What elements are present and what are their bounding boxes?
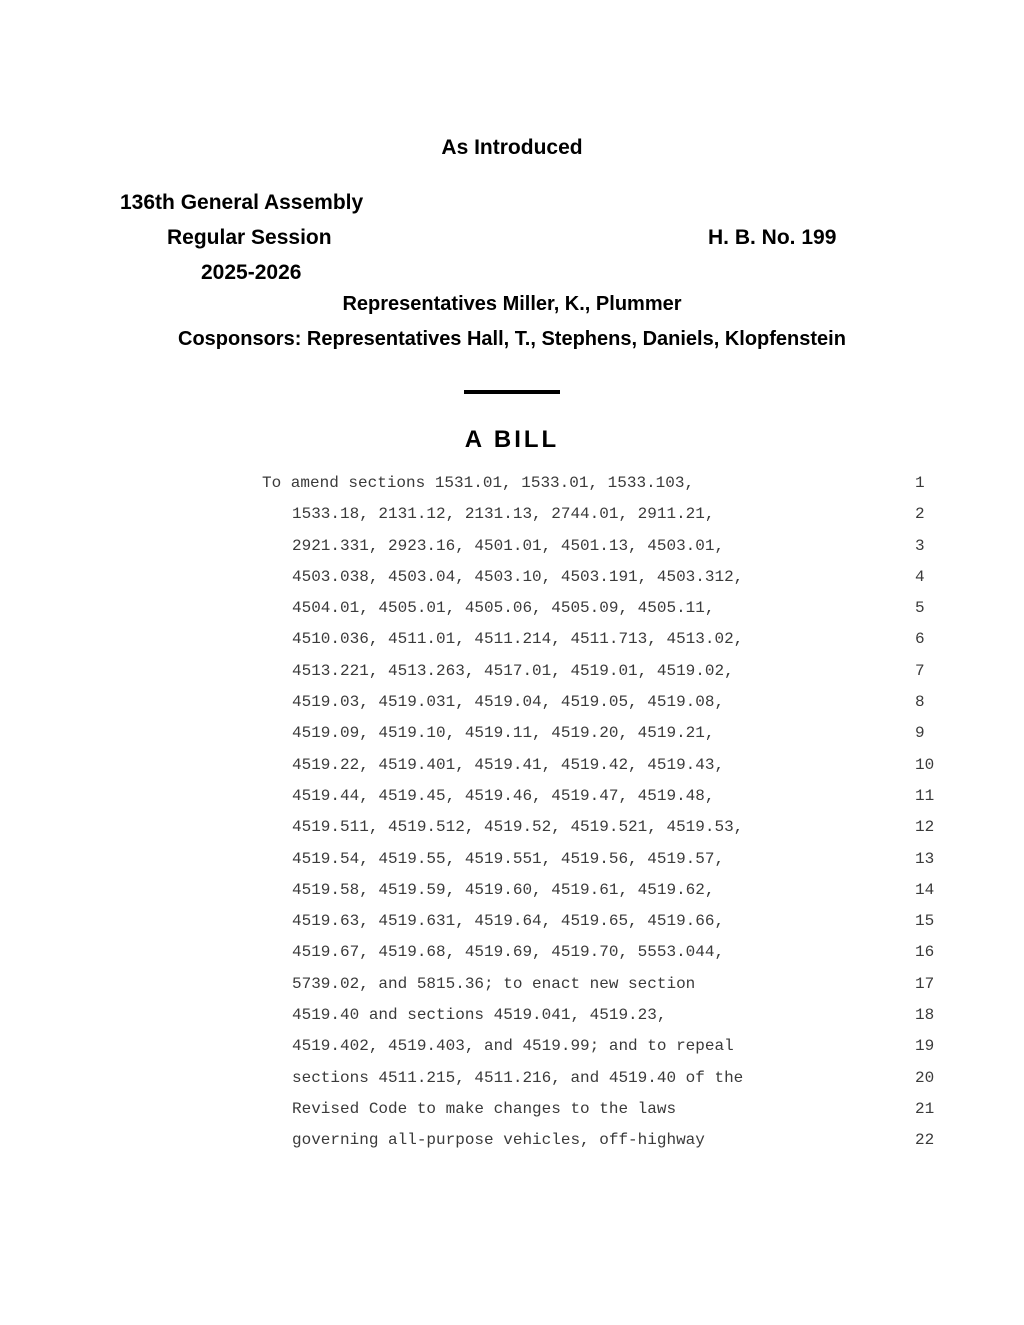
line-text: 1533.18, 2131.12, 2131.13, 2744.01, 2911.21,	[292, 505, 715, 524]
general-assembly: 136th General Assembly	[120, 191, 364, 214]
title-line	[0, 627, 1024, 658]
line-number: 16	[915, 943, 935, 962]
title-line	[0, 878, 1024, 909]
session-name: Regular Session	[167, 226, 332, 249]
title-line	[0, 1034, 1024, 1065]
line-number: 22	[915, 1131, 935, 1150]
title-line	[0, 909, 1024, 940]
line-text: Revised Code to make changes to the laws	[292, 1099, 677, 1118]
title-line	[0, 534, 1024, 565]
line-number: 17	[915, 974, 935, 993]
session-years: 2025-2026	[201, 261, 302, 284]
line-text: 4519.09, 4519.10, 4519.11, 4519.20, 4519.21,	[292, 724, 715, 743]
line-text: 4519.40 and sections 4519.041, 4519.23,	[292, 1006, 667, 1025]
bill-heading: A BILL	[464, 426, 560, 453]
line-text: 4513.221, 4513.263, 4517.01, 4519.01, 4519.02,	[292, 661, 734, 680]
divider-rule	[464, 390, 560, 394]
line-text: 4519.44, 4519.45, 4519.46, 4519.47, 4519.48,	[292, 786, 715, 805]
line-number: 5	[915, 599, 925, 618]
line-text: 4503.038, 4503.04, 4503.10, 4503.191, 4503.312,	[292, 567, 744, 586]
title-line	[0, 1003, 1024, 1034]
line-text: 4519.22, 4519.401, 4519.41, 4519.42, 4519.43,	[292, 755, 725, 774]
line-number: 2	[915, 505, 925, 524]
line-number: 8	[915, 693, 925, 712]
line-number: 14	[915, 880, 935, 899]
line-number: 11	[915, 786, 935, 805]
line-text: 5739.02, and 5815.36; to enact new section	[292, 974, 696, 993]
line-text: To amend sections 1531.01, 1533.01, 1533.103,	[262, 474, 695, 492]
line-number: 20	[915, 1068, 935, 1087]
line-text: sections 4511.215, 4511.216, and 4519.40 of the	[292, 1068, 744, 1087]
line-text: 4519.03, 4519.031, 4519.04, 4519.05, 4519.08,	[292, 693, 725, 712]
sponsors: Representatives Miller, K., Plummer	[342, 293, 682, 315]
line-text: 4519.67, 4519.68, 4519.69, 4519.70, 5553.044,	[292, 943, 725, 962]
title-line	[0, 690, 1024, 721]
line-text: 4519.511, 4519.512, 4519.52, 4519.521, 4519.53,	[292, 818, 744, 837]
title-line	[0, 940, 1024, 971]
line-number: 19	[915, 1037, 935, 1056]
line-number: 15	[915, 912, 935, 931]
line-number: 1	[915, 474, 925, 492]
line-number: 21	[915, 1099, 935, 1118]
cosponsors: Cosponsors: Representatives Hall, T., Stephens, Daniels, Klopfenstein	[178, 328, 846, 350]
line-number: 4	[915, 567, 925, 586]
line-text: 4510.036, 4511.01, 4511.214, 4511.713, 4513.02,	[292, 630, 744, 649]
title-line	[0, 502, 1024, 533]
line-number: 9	[915, 724, 925, 743]
title-line	[0, 565, 1024, 596]
bill-number: H. B. No. 199	[708, 226, 837, 249]
title-line	[0, 721, 1024, 752]
bill-status: As Introduced	[441, 136, 583, 159]
line-number: 7	[915, 661, 925, 680]
title-line	[0, 972, 1024, 1003]
line-text: 4519.54, 4519.55, 4519.551, 4519.56, 4519.57,	[292, 849, 725, 868]
line-text: 4519.63, 4519.631, 4519.64, 4519.65, 4519.66,	[292, 912, 725, 931]
line-text: 4519.58, 4519.59, 4519.60, 4519.61, 4519.62,	[292, 880, 715, 899]
bill-title-lines	[0, 471, 1024, 1160]
title-line	[0, 1128, 1024, 1159]
line-number: 3	[915, 536, 925, 555]
line-text: 4504.01, 4505.01, 4505.06, 4505.09, 4505.11,	[292, 599, 715, 618]
line-text: governing all-purpose vehicles, off-highway	[292, 1131, 705, 1150]
title-line	[0, 847, 1024, 878]
title-line	[0, 1097, 1024, 1128]
title-line	[0, 1066, 1024, 1097]
line-number: 13	[915, 849, 935, 868]
title-line	[0, 471, 1024, 502]
line-number: 12	[915, 818, 935, 837]
line-text: 2921.331, 2923.16, 4501.01, 4501.13, 4503.01,	[292, 536, 725, 555]
title-line	[0, 596, 1024, 627]
title-line	[0, 815, 1024, 846]
line-number: 10	[915, 755, 935, 774]
title-line	[0, 659, 1024, 690]
line-number: 18	[915, 1006, 935, 1025]
line-number: 6	[915, 630, 925, 649]
title-line	[0, 784, 1024, 815]
line-text: 4519.402, 4519.403, and 4519.99; and to repeal	[292, 1037, 734, 1056]
title-line	[0, 753, 1024, 784]
